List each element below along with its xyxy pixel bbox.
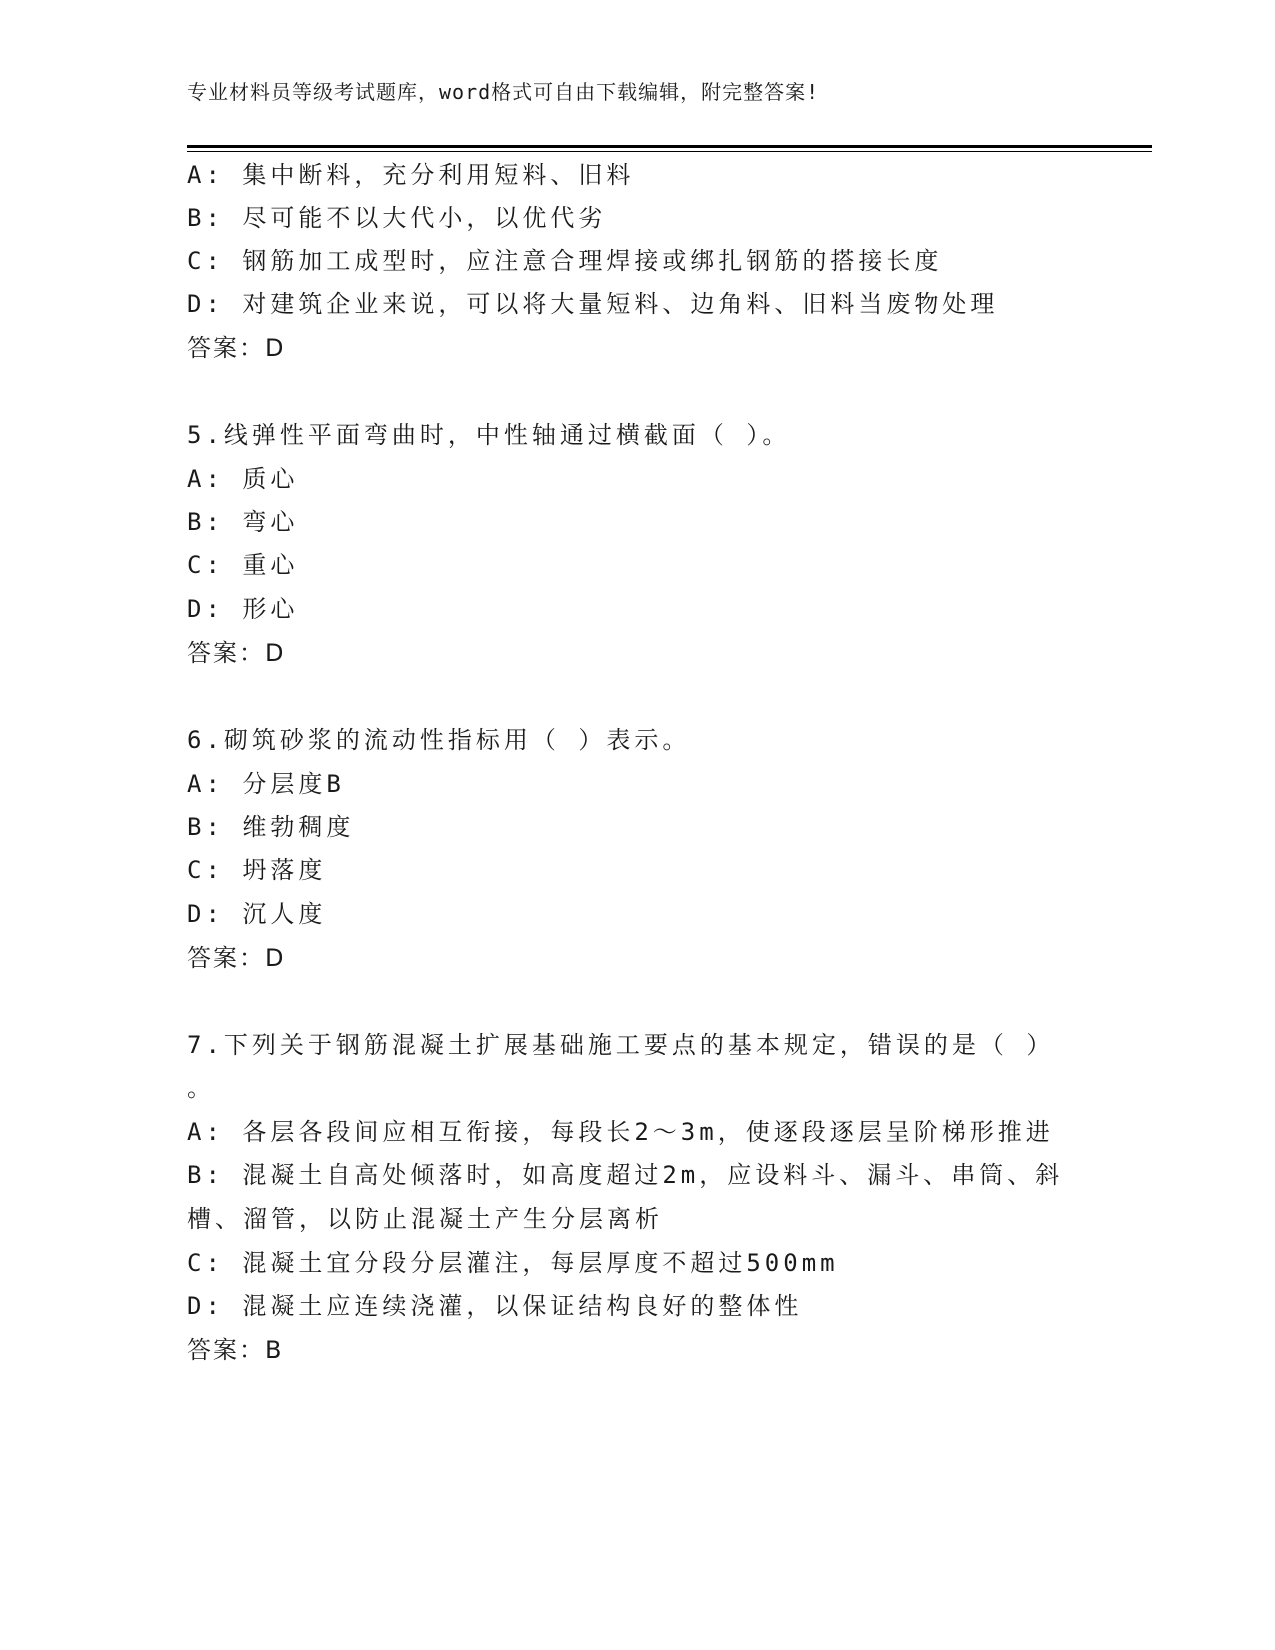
- q6-answer: 答案：D: [187, 944, 286, 972]
- q6-option-a: A: 分层度B: [187, 770, 345, 798]
- q5-option-b: B: 弯心: [187, 508, 299, 536]
- q7-question-line-1: 7.下列关于钢筋混凝土扩展基础施工要点的基本规定，错误的是（ ）: [187, 1031, 1055, 1059]
- q5-option-c: C: 重心: [187, 551, 299, 579]
- header-text: 专业材料员等级考试题库，word格式可自由下载编辑，附完整答案!: [187, 80, 820, 104]
- q7-question-line-2: 。: [187, 1074, 215, 1102]
- q6-option-c: C: 坍落度: [187, 856, 327, 884]
- q5-option-d: D: 形心: [187, 595, 299, 623]
- q4-option-d: D: 对建筑企业来说，可以将大量短料、边角料、旧料当废物处理: [187, 290, 999, 318]
- q7-option-a: A: 各层各段间应相互衔接，每段长2～3m，使逐段逐层呈阶梯形推进: [187, 1118, 1054, 1146]
- header-rule-thick: [187, 145, 1152, 148]
- q4-answer: 答案：D: [187, 334, 286, 362]
- q7-option-b: B: 混凝土自高处倾落时，如高度超过2m，应设料斗、漏斗、串筒、斜: [187, 1161, 1064, 1189]
- q6-option-d: D: 沉人度: [187, 900, 327, 928]
- q4-option-c: C: 钢筋加工成型时，应注意合理焊接或绑扎钢筋的搭接长度: [187, 247, 943, 275]
- q6-option-b: B: 维勃稠度: [187, 813, 355, 841]
- q5-question: 5.线弹性平面弯曲时，中性轴通过横截面（ ）。: [187, 421, 791, 449]
- q7-option-d: D: 混凝土应连续浇灌，以保证结构良好的整体性: [187, 1292, 803, 1320]
- q7-answer: 答案：B: [187, 1336, 284, 1364]
- q4-option-a: A: 集中断料，充分利用短料、旧料: [187, 161, 635, 189]
- header-rule-thin: [187, 151, 1152, 152]
- q7-option-b-continued: 槽、溜管，以防止混凝土产生分层离析: [187, 1205, 663, 1233]
- q5-option-a: A: 质心: [187, 465, 299, 493]
- q5-answer: 答案：D: [187, 639, 286, 667]
- q4-option-b: B: 尽可能不以大代小，以优代劣: [187, 204, 607, 232]
- q7-option-c: C: 混凝土宜分段分层灌注，每层厚度不超过500mm: [187, 1249, 839, 1277]
- q6-question: 6.砌筑砂浆的流动性指标用（ ）表示。: [187, 726, 691, 754]
